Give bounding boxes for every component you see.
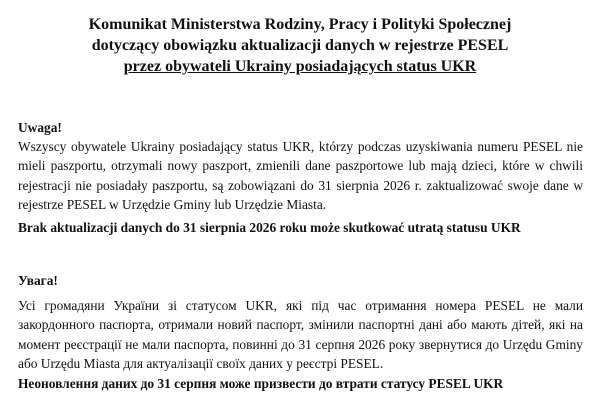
- ukrainian-warning: Неоновлення даних до 31 серпня може призвести до втрати статусу PESEL UKR: [18, 376, 504, 391]
- polish-heading: Uwaga!: [18, 120, 62, 135]
- ukrainian-heading: Увага!: [18, 273, 58, 288]
- polish-warning: Brak aktualizacji danych do 31 sierpnia 2026 roku może skutkować utratą statusu UKR: [18, 220, 521, 235]
- polish-paragraph: Wszyscy obywatele Ukrainy posiadający status UKR, którzy podczas uzyskiwania numeru PESEL nie mieli paszportu, otrzymali nowy paszport, zmienili dane paszportowe lub mają dzieci, które w chwili rejestracji nie posiadały paszportu, są zobowiązani do 31 sierpnia 2026 r. zaktualizować swoje dane w rejestrze PESEL w Urzędzie Gminy lub Urzędzie Miasta.: [18, 139, 583, 213]
- header-line-3: przez obywateli Ukrainy posiadających status UKR: [123, 58, 477, 75]
- document-header: [0, 14, 600, 77]
- header-line-1: Komunikat Ministerstwa Rodziny, Pracy i Polityki Społecznej: [88, 16, 512, 33]
- ukrainian-paragraph: Усі громадяни України зі статусом UKR, які під час отримання номера PESEL не мали закордонного паспорта, отримали новий паспорт, змінили паспортні дані або мають дітей, які на момент реєстрації не мали паспорта, повинні до 31 серпня 2026 року звернутися до Urzędu Gminy або Urzędu Miasta для актуалізації своїх даних у реєстрі PESEL.: [18, 298, 583, 372]
- header-line-2: dotyczący obowiązku aktualizacji danych w rejestrze PESEL: [91, 37, 509, 54]
